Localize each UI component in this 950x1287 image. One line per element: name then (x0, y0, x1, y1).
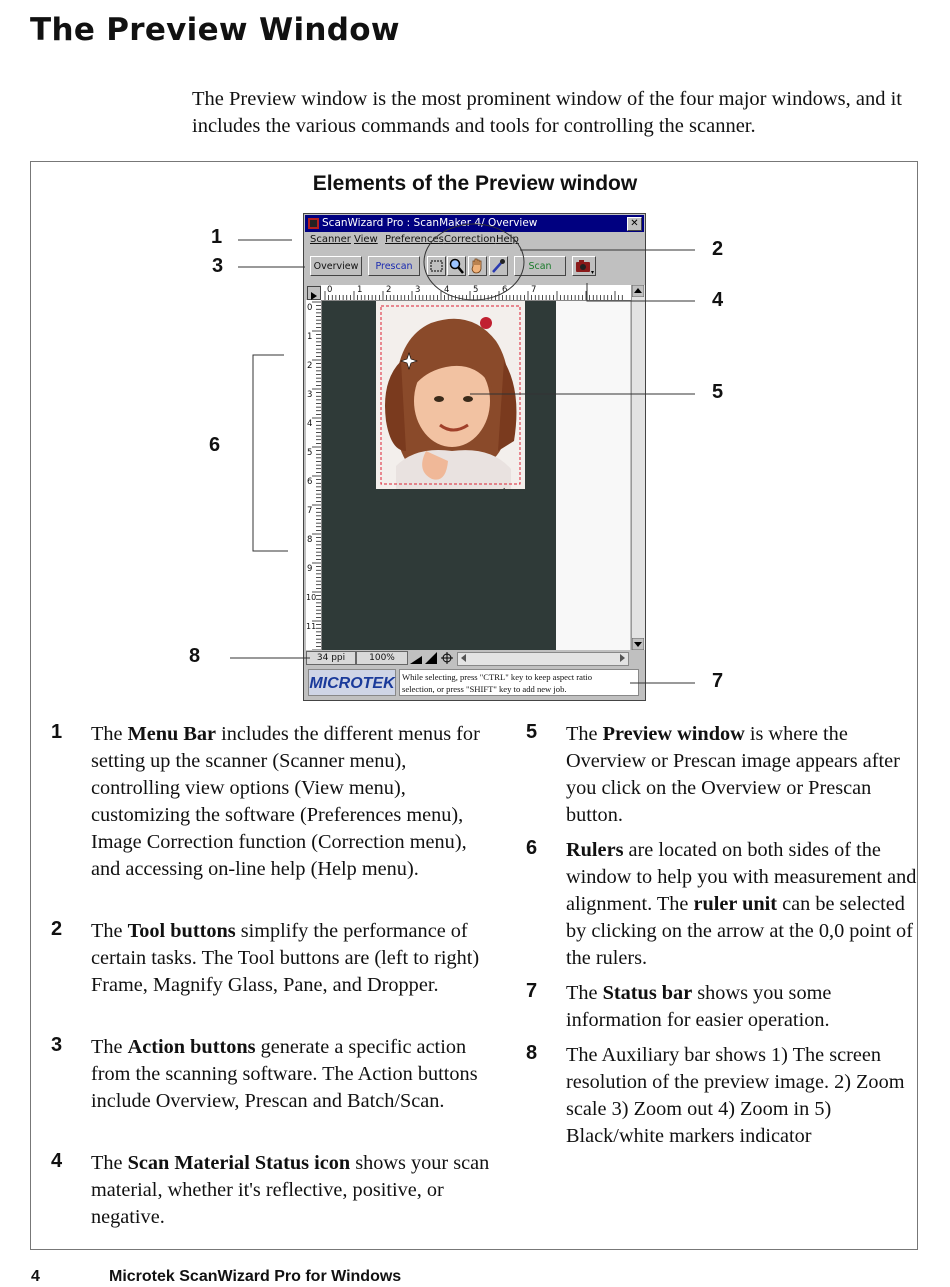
ruler-v-label: 0 (307, 303, 313, 313)
ruler-v-label: 2 (307, 361, 313, 371)
ruler-v-label: 7 (307, 506, 313, 516)
ruler-v-label: 11 (306, 622, 317, 631)
description-item (51, 1150, 491, 1231)
overview-button[interactable]: Overview (310, 256, 362, 276)
callout-3: 3 (212, 255, 224, 277)
page-title: The Preview Window (30, 12, 400, 48)
item-number: 8 (526, 1042, 538, 1064)
item-number: 1 (51, 721, 63, 743)
item-number: 7 (526, 980, 538, 1002)
ruler-h-label: 6 (502, 285, 508, 295)
item-term: Status bar (602, 982, 693, 1004)
ruler-v-label: 5 (307, 448, 313, 458)
item-text: The (91, 920, 128, 942)
ruler-h-label: 2 (386, 285, 392, 295)
window-title: ScanWizard Pro : ScanMaker 4/ Overview (322, 217, 538, 229)
description-item (526, 837, 921, 972)
item-text: are located on both sides of the window to help you with measurement and alignment. The (566, 839, 917, 915)
ruler-v-label: 10 (306, 593, 317, 602)
close-icon[interactable]: ✕ (627, 217, 642, 231)
item-text: shows your scan material, whether it's reflective, positive, or negative. (91, 1152, 490, 1228)
item-text: The (566, 723, 603, 745)
menu-scanner[interactable]: Scanner (310, 234, 351, 245)
item-text: simplify the performance of certain tasks. The Tool buttons are (left to right) Frame, Magnify Glass, Pane, and Dropper. (91, 920, 480, 996)
item-term: Tool buttons (127, 920, 236, 942)
callout-7: 7 (712, 670, 724, 692)
item-text: generate a specific action from the scanning software. The Action buttons include Overview, Prescan and Batch/Scan. (91, 1036, 478, 1112)
menu-view[interactable]: View (354, 234, 378, 245)
scan-button[interactable]: Scan (514, 256, 566, 276)
item-term: Rulers (566, 839, 624, 861)
item-number: 5 (526, 721, 538, 743)
description-item (526, 721, 906, 829)
item-text: The Auxiliary bar shows 1) The screen resolution of the preview image. 2) Zoom scale 3) Zoom out 4) Zoom in 5) Black/white markers indicator (566, 1044, 905, 1147)
item-number: 4 (51, 1150, 63, 1172)
item-text: shows you some information for easier operation. (566, 982, 832, 1031)
ruler-h-label: 1 (357, 285, 363, 295)
callout-8: 8 (189, 645, 201, 667)
zoom-scale-readout: 100% (356, 651, 408, 665)
callout-6: 6 (209, 434, 221, 456)
item-text: includes the different menus for setting up the scanner (Scanner menu), controlling view options (View menu), customizing the software (Preferences menu), Image Correction function (Correction menu), and accessing on-line help (Help menu). (91, 723, 480, 880)
item-text: can be selected by clicking on the arrow at the 0,0 point of the rulers. (566, 893, 913, 969)
item-term: Preview window (602, 723, 745, 745)
item-text: The (91, 1036, 128, 1058)
ruler-h-label: 0 (327, 285, 333, 295)
footer-title: Microtek ScanWizard Pro for Windows (109, 1268, 402, 1285)
ruler-v-label: 8 (307, 535, 313, 545)
ruler-h-label: 7 (531, 285, 537, 295)
description-item (526, 1042, 921, 1150)
figure-title: Elements of the Preview window (312, 172, 638, 195)
ruler-h-label: 4 (444, 285, 450, 295)
callout-5: 5 (712, 381, 724, 403)
ruler-h-label: 3 (415, 285, 421, 295)
ruler-v-label: 3 (307, 390, 313, 400)
item-term: ruler unit (693, 893, 778, 915)
menu-correction[interactable]: Correction (444, 234, 496, 245)
status-line: While selecting, press "CTRL" key to keep aspect ratio (402, 672, 593, 682)
ruler-v-label: 1 (307, 332, 313, 342)
ruler-v-label: 4 (307, 419, 313, 429)
item-term: Action buttons (127, 1036, 256, 1058)
item-number: 3 (51, 1034, 63, 1056)
description-item (51, 1034, 483, 1115)
callout-4: 4 (712, 289, 724, 311)
item-term: Menu Bar (127, 723, 217, 745)
screen-resolution-readout: 34 ppi (306, 651, 356, 665)
item-text: The (91, 1152, 128, 1174)
ruler-v-label: 9 (307, 564, 313, 574)
description-item (526, 980, 896, 1034)
callout-1: 1 (211, 226, 223, 248)
item-number: 2 (51, 918, 63, 940)
ruler-v-label: 6 (307, 477, 313, 487)
microtek-logo: MICROTEK (308, 669, 396, 696)
callout-2: 2 (712, 238, 724, 260)
intro-paragraph: The Preview window is the most prominent window of the four major windows, and it includes the various commands and tools for controlling the scanner. (192, 88, 902, 137)
item-text: The (91, 723, 128, 745)
item-term: Scan Material Status icon (127, 1152, 351, 1174)
description-item (51, 721, 491, 883)
prescan-button[interactable]: Prescan (368, 256, 420, 276)
item-text: The (566, 982, 603, 1004)
status-line: selection, or press "SHIFT" key to add new job. (402, 684, 567, 694)
description-item (51, 918, 501, 999)
menu-help[interactable]: Help (496, 234, 519, 245)
item-text: is where the Overview or Prescan image appears after you click on the Overview or Prescan button. (566, 723, 900, 826)
menu-preferences[interactable]: Preferences (385, 234, 444, 245)
item-number: 6 (526, 837, 538, 859)
ruler-h-label: 5 (473, 285, 479, 295)
page-number: 4 (31, 1268, 40, 1285)
